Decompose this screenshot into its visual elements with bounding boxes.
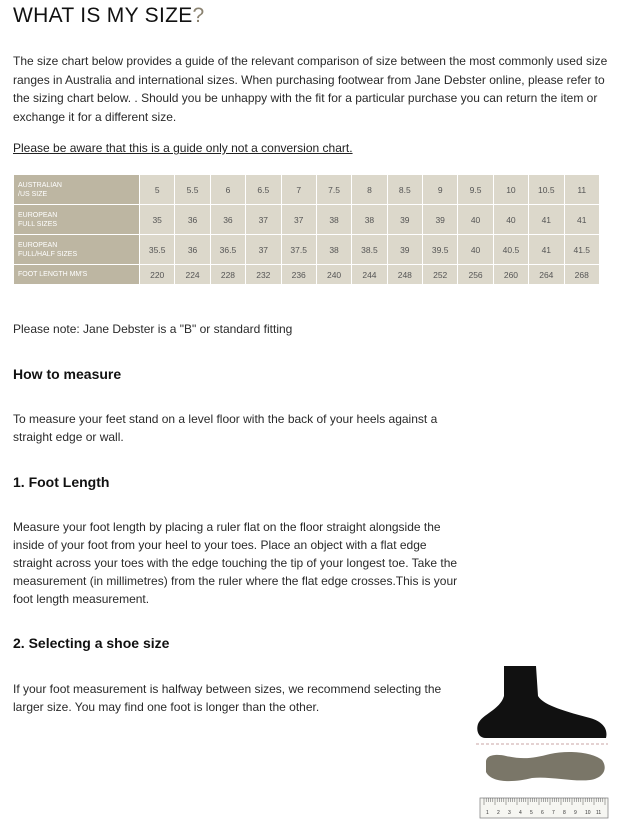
size-chart-table bbox=[13, 174, 600, 285]
size-chart-cell: 35 bbox=[140, 205, 175, 235]
how-to-measure-heading: How to measure bbox=[13, 366, 122, 382]
size-chart-cell: 264 bbox=[529, 265, 564, 285]
page-title-question-mark: ? bbox=[192, 4, 205, 27]
size-chart-cell: 38 bbox=[352, 205, 387, 235]
size-chart-cell: 36 bbox=[175, 235, 210, 265]
size-chart-row bbox=[14, 205, 600, 235]
size-chart-cell: 268 bbox=[564, 265, 600, 285]
size-chart-row bbox=[14, 175, 600, 205]
size-chart-cell: 6.5 bbox=[246, 175, 281, 205]
size-chart-cell: 39 bbox=[423, 205, 458, 235]
size-chart-cell: 220 bbox=[140, 265, 175, 285]
ruler-number: 4 bbox=[519, 810, 522, 816]
ruler-number: 2 bbox=[497, 810, 500, 816]
size-chart-cell: 236 bbox=[281, 265, 316, 285]
ruler-number: 10 bbox=[585, 810, 591, 816]
ruler-number: 11 bbox=[596, 810, 602, 816]
size-chart-cell: 240 bbox=[316, 265, 351, 285]
row-label-line-2: /US SIZE bbox=[18, 190, 48, 198]
size-chart-cell: 40.5 bbox=[493, 235, 528, 265]
size-chart-cell: 35.5 bbox=[140, 235, 175, 265]
size-chart-cell: 41 bbox=[529, 205, 564, 235]
fitting-note: Please note: Jane Debster is a "B" or standard fitting bbox=[13, 322, 293, 336]
size-chart-cell: 38 bbox=[316, 235, 351, 265]
size-chart-row-label bbox=[14, 205, 140, 235]
size-chart-cell: 36 bbox=[175, 205, 210, 235]
size-chart-cell: 228 bbox=[210, 265, 245, 285]
size-chart-cell: 260 bbox=[493, 265, 528, 285]
size-chart-cell: 5 bbox=[140, 175, 175, 205]
size-chart-cell: 39 bbox=[387, 205, 422, 235]
size-chart-cell: 36.5 bbox=[210, 235, 245, 265]
foot-sole-print bbox=[486, 752, 605, 781]
how-to-measure-text: To measure your feet stand on a level floor with the back of your heels against a straight edge or wall. bbox=[13, 412, 438, 444]
size-chart-cell: 7 bbox=[281, 175, 316, 205]
size-chart-cell: 41.5 bbox=[564, 235, 600, 265]
row-label-line-1: AUSTRALIAN bbox=[18, 181, 62, 189]
toe-print-1 bbox=[594, 760, 602, 768]
row-label-line-1: EUROPEAN bbox=[18, 241, 58, 249]
size-chart-cell: 38 bbox=[316, 205, 351, 235]
size-chart-cell: 5.5 bbox=[175, 175, 210, 205]
size-chart-cell: 41 bbox=[564, 205, 600, 235]
size-chart-cell: 38.5 bbox=[352, 235, 387, 265]
ruler-number: 8 bbox=[563, 810, 566, 816]
row-label-line-1: EUROPEAN bbox=[18, 211, 58, 219]
size-chart-cell: 10 bbox=[493, 175, 528, 205]
size-chart-cell: 41 bbox=[529, 235, 564, 265]
page-title-text: WHAT IS MY SIZE bbox=[13, 4, 193, 27]
row-label-line-2: FULL/HALF SIZES bbox=[18, 250, 78, 258]
size-chart-cell: 11 bbox=[564, 175, 600, 205]
size-chart-cell: 37 bbox=[246, 235, 281, 265]
size-chart-cell: 8 bbox=[352, 175, 387, 205]
size-chart-cell: 252 bbox=[423, 265, 458, 285]
size-chart-row-label bbox=[14, 235, 140, 265]
ruler-number: 6 bbox=[541, 810, 544, 816]
size-chart-cell: 9.5 bbox=[458, 175, 493, 205]
ruler-number: 7 bbox=[552, 810, 555, 816]
size-chart-row-label bbox=[14, 265, 140, 285]
size-chart-cell: 232 bbox=[246, 265, 281, 285]
size-chart-cell: 9 bbox=[423, 175, 458, 205]
ruler-number: 9 bbox=[574, 810, 577, 816]
size-chart-cell: 39 bbox=[387, 235, 422, 265]
row-label-line-2: FULL SIZES bbox=[18, 220, 58, 228]
row-label-line-1: FOOT LENGTH MM'S bbox=[18, 271, 88, 278]
foot-side-silhouette bbox=[477, 666, 606, 738]
page-title bbox=[13, 4, 205, 28]
size-chart-cell: 7.5 bbox=[316, 175, 351, 205]
size-chart-cell: 8.5 bbox=[387, 175, 422, 205]
ruler-number: 5 bbox=[530, 810, 533, 816]
ruler-number: 1 bbox=[486, 810, 489, 816]
size-chart-row bbox=[14, 235, 600, 265]
size-chart-row bbox=[14, 265, 600, 285]
ruler-number: 3 bbox=[508, 810, 511, 816]
size-chart-cell: 10.5 bbox=[529, 175, 564, 205]
foot-length-heading: 1. Foot Length bbox=[13, 474, 110, 490]
size-chart-cell: 37 bbox=[281, 205, 316, 235]
size-chart-cell: 256 bbox=[458, 265, 493, 285]
foot-length-text: Measure your foot length by placing a ruler flat on the floor straight alongside the inside of your foot from your heel to your toes. Place an object with a flat edge straight across your toes with the edge touching the tip of your longest toe. Take the measurement (in millimetres) from the ruler where the flat edge crosses.This is your foot length measurement. bbox=[13, 520, 458, 606]
size-chart-cell: 6 bbox=[210, 175, 245, 205]
size-chart-cell: 37.5 bbox=[281, 235, 316, 265]
size-chart-cell: 37 bbox=[246, 205, 281, 235]
size-chart-cell: 39.5 bbox=[423, 235, 458, 265]
size-chart-cell: 36 bbox=[210, 205, 245, 235]
size-chart-row-label bbox=[14, 175, 140, 205]
intro-paragraph: The size chart below provides a guide of the relevant comparison of size between the most commonly used size ranges in Australia and international sizes. When purchasing footwear from Jane Debster online, please refer to the sizing chart below. . Should you be unhappy with the fit for a particular purchase you can return the item or exchange it for a different size. bbox=[13, 54, 608, 124]
selecting-size-text: If your foot measurement is halfway between sizes, we recommend selecting the larger size. You may find one foot is longer than the other. bbox=[13, 682, 442, 714]
size-chart-cell: 40 bbox=[493, 205, 528, 235]
size-chart-cell: 248 bbox=[387, 265, 422, 285]
size-chart-cell: 40 bbox=[458, 205, 493, 235]
size-chart-cell: 40 bbox=[458, 235, 493, 265]
size-chart-cell: 244 bbox=[352, 265, 387, 285]
selecting-size-heading: 2. Selecting a shoe size bbox=[13, 635, 170, 651]
guide-only-note: Please be aware that this is a guide only not a conversion chart. bbox=[13, 141, 353, 155]
foot-measure-illustration bbox=[472, 666, 612, 826]
size-chart-cell: 224 bbox=[175, 265, 210, 285]
